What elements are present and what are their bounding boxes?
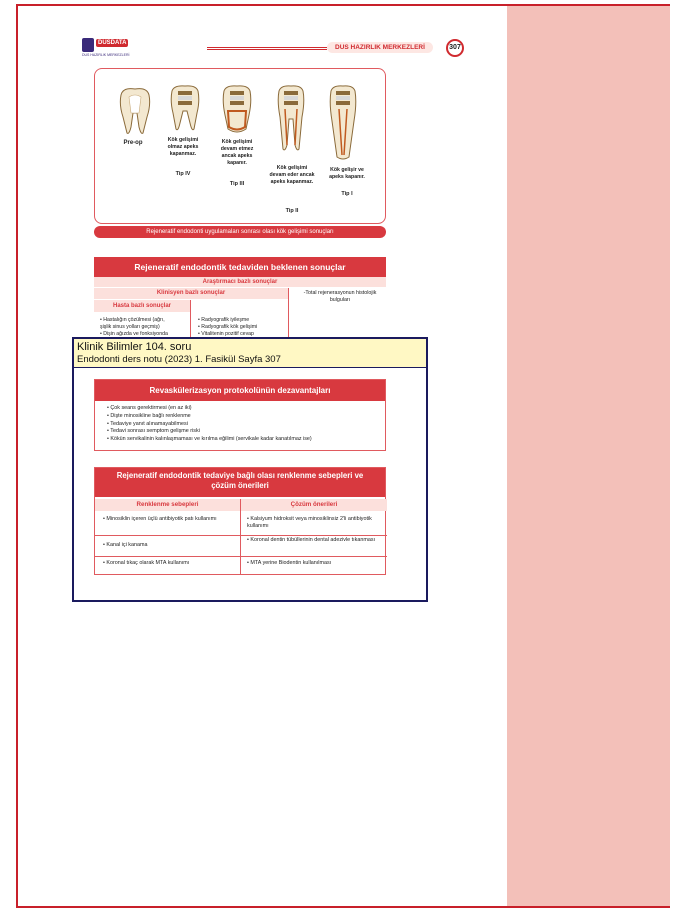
list-item: • Hastalığın çözülmesi (ağrı, bbox=[100, 317, 165, 323]
histology-text: -Total rejenerasyonun histolojik bulguları bbox=[303, 290, 377, 303]
logo-badge-icon bbox=[82, 38, 94, 52]
tooth-tip4-icon bbox=[167, 85, 203, 137]
tip-label-2: Tip II bbox=[285, 208, 299, 214]
patient-results-list bbox=[100, 317, 192, 338]
logo bbox=[82, 38, 142, 60]
note-title: Klinik Bilimler 104. soru bbox=[77, 341, 192, 353]
disadvantages-box bbox=[94, 379, 386, 451]
divider bbox=[240, 499, 241, 575]
figure-caption: Rejeneratif endodonti uygulamaları sonrası olası kök gelişimi sonuçları bbox=[94, 226, 386, 238]
disadvantages-list bbox=[95, 401, 385, 444]
list-item: • Çok seans gerektirmesi (en az iki) bbox=[107, 405, 192, 411]
table-cell: • Kalsiyum hidroksit veya minosiklinsiz 2'li antibiyotik kullanımı bbox=[247, 516, 372, 530]
tooth-label-tip3: Kök gelişimi devam etmez ancak apeks kapanır. bbox=[220, 139, 254, 167]
results-table bbox=[94, 257, 386, 338]
list-item: • Tedaviye yanıt alınamayabilmesi bbox=[107, 420, 188, 427]
list-item: • Kökün servikalinin kalınlaşmaması ve kırılma eğilimi (servikale kadar kanatılmaz ise) bbox=[107, 436, 312, 443]
clinician-results-list bbox=[198, 317, 290, 338]
clinician-level-header: Klinisyen bazlı sonuçlar bbox=[94, 288, 288, 299]
divider bbox=[95, 556, 387, 557]
header-rule bbox=[207, 47, 327, 50]
tooth-tip1-icon bbox=[327, 85, 359, 161]
table-cell: • MTA yerine Biodentin kullanılması bbox=[247, 560, 332, 566]
solutions-header: Çözüm önerileri bbox=[241, 499, 387, 511]
title-line: çözüm önerileri bbox=[211, 481, 269, 491]
disadvantages-title: Revaskülerizasyon protokolünün dezavantajları bbox=[95, 380, 385, 401]
researcher-level-header: Araştırmacı bazlı sonuçlar bbox=[94, 277, 386, 288]
logo-text: DUSDATA bbox=[98, 40, 127, 46]
page-number: 307 bbox=[446, 39, 464, 57]
note-subtitle: Endodonti ders notu (2023) 1. Fasikül Sayfa 307 bbox=[77, 354, 281, 365]
tooth-preop-icon bbox=[115, 87, 155, 137]
list-item: • Dişin ağızda ve fonksiyonda bbox=[100, 331, 168, 338]
side-panel bbox=[507, 6, 670, 906]
table-cell: • Minosiklin içeren üçlü antibiyotik patı kullanımı bbox=[103, 516, 217, 522]
tip-label-1: Tip I bbox=[341, 191, 353, 197]
discoloration-title bbox=[95, 468, 385, 497]
logo-subtitle: DUS HAZIRLIK MERKEZLERİ bbox=[82, 53, 130, 57]
tooth-tip2-icon bbox=[275, 85, 307, 153]
divider bbox=[95, 535, 387, 536]
list-item: • Radyografik iyileşme bbox=[198, 317, 250, 323]
note-header bbox=[74, 339, 426, 368]
page-header bbox=[82, 38, 482, 60]
tooth-figure bbox=[94, 68, 386, 224]
header-title: DUS HAZIRLIK MERKEZLERİ bbox=[327, 42, 433, 53]
tip-label-3: Tip III bbox=[229, 181, 245, 187]
title-line: Rejeneratif endodontik tedaviye bağlı olası renklenme sebepleri ve bbox=[116, 471, 364, 480]
table-cell: • Kanal içi kanama bbox=[103, 542, 148, 548]
patient-level-header: Hasta bazlı sonuçlar bbox=[94, 300, 190, 312]
list-item: • Radyografik kök gelişimi bbox=[198, 324, 258, 331]
list-item: • Tedavi sonrası semptom gelişme riski bbox=[107, 428, 200, 435]
causes-header: Renklenme sebepleri bbox=[95, 499, 240, 511]
tooth-tip3-icon bbox=[219, 85, 255, 137]
tooth-label-tip2: Kök gelişimi devam eder ancak apeks kapanmaz. bbox=[269, 165, 315, 186]
list-item: • Vitalitenin pozitif cevap bbox=[198, 331, 254, 338]
list-item: • Dişte minosikline bağlı renklenme bbox=[107, 412, 191, 419]
results-table-title: Rejeneratif endodontik tedaviden beklenen sonuçlar bbox=[94, 257, 386, 277]
tooth-label-tip4: Kök gelişimi olmaz apeks kapanmaz. bbox=[167, 137, 199, 158]
list-item: şişlik sinus yolları geçmiş) bbox=[100, 324, 160, 331]
discoloration-table bbox=[94, 467, 386, 575]
table-cell: • Koronal dentin tübüllerinin dental adezivle tıkanması bbox=[247, 537, 376, 543]
tooth-label-preop: Pre-op bbox=[123, 140, 143, 146]
tooth-label-tip1: Kök gelişir ve apeks kapanır. bbox=[329, 167, 365, 181]
table-cell: • Koronal tıkaç olarak MTA kullanımı bbox=[103, 560, 190, 566]
results-grid bbox=[94, 288, 386, 338]
tip-label-4: Tip IV bbox=[175, 171, 191, 177]
